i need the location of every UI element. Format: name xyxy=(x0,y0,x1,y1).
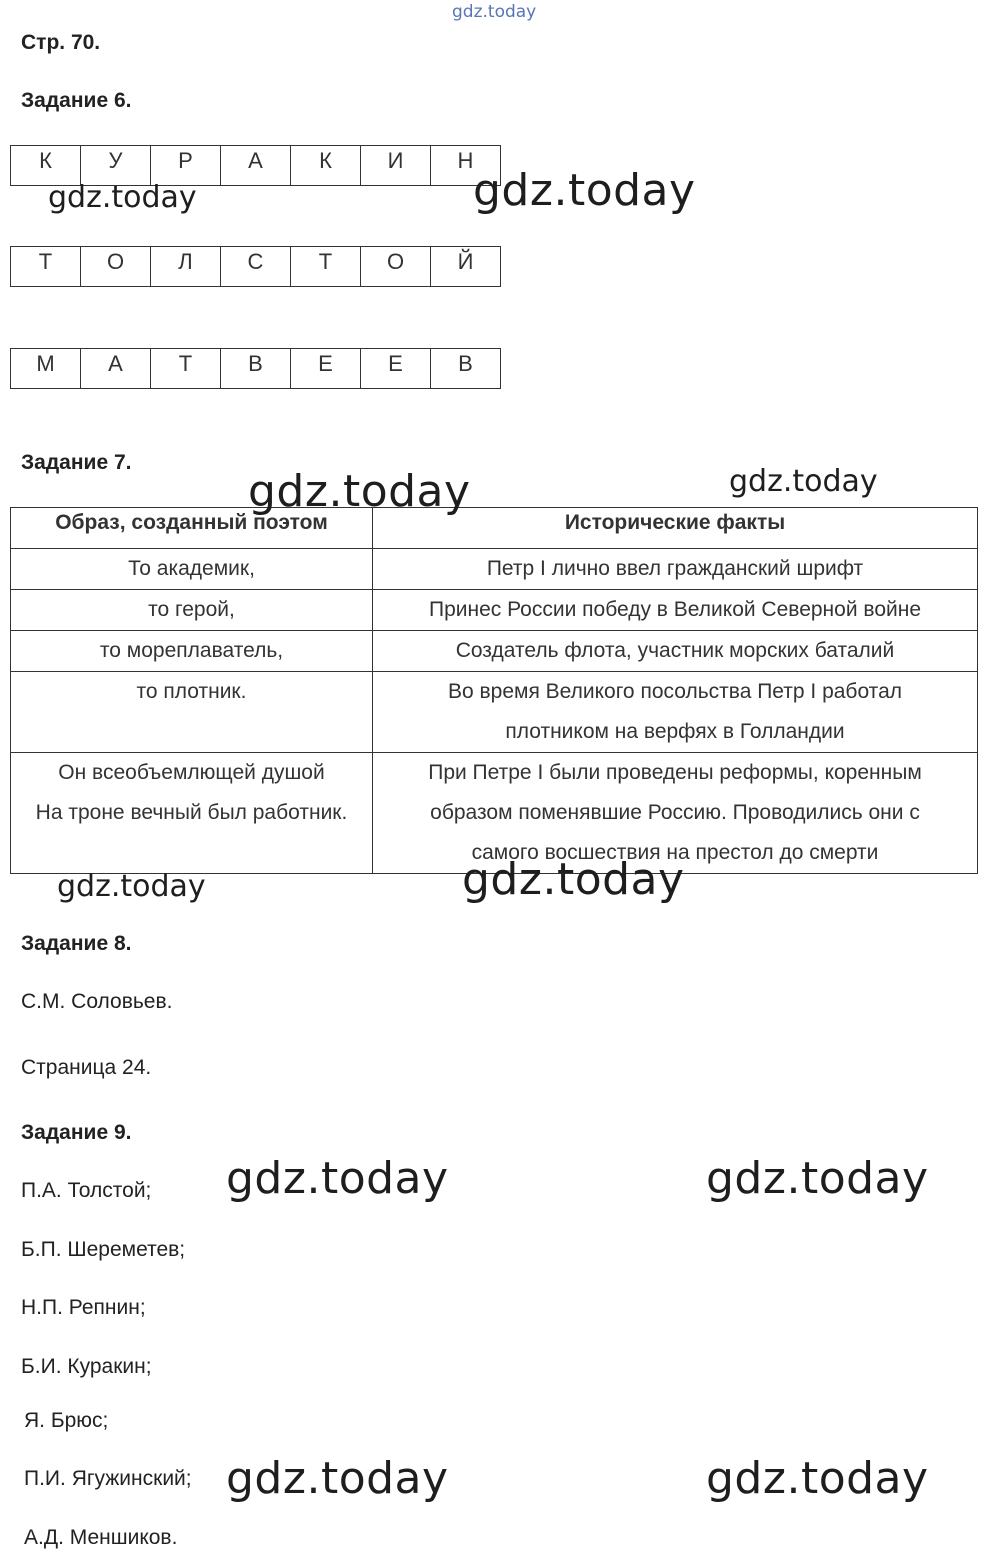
list-item: А.Д. Меншиков. xyxy=(24,1526,178,1549)
letter-cell: О xyxy=(361,247,431,287)
table-row xyxy=(11,753,978,874)
letter-cell: Е xyxy=(291,349,361,389)
letter-cell: Е xyxy=(361,349,431,389)
table-row xyxy=(11,590,978,631)
cell-line: то герой, xyxy=(148,598,235,621)
watermark: gdz.today xyxy=(57,869,206,904)
watermark: gdz.today xyxy=(473,165,696,216)
image-cell xyxy=(11,590,373,631)
letter-cell: А xyxy=(81,349,151,389)
watermark: gdz.today xyxy=(226,1453,449,1504)
fact-cell xyxy=(373,672,978,753)
cell-line: Он всеобъемлющей душой xyxy=(58,761,325,784)
letter-cell: В xyxy=(221,349,291,389)
list-item: П.И. Ягужинский; xyxy=(24,1467,192,1490)
task-7-title: Задание 7. xyxy=(21,451,132,474)
cell-line: то мореплаватель, xyxy=(99,639,284,662)
list-item: П.А. Толстой; xyxy=(21,1179,152,1202)
column-header-facts: Исторические факты xyxy=(373,508,978,549)
list-item: Б.И. Куракин; xyxy=(21,1355,152,1378)
letter-cell: Т xyxy=(151,349,221,389)
cell-line: Петр I лично ввел гражданский шрифт xyxy=(486,557,864,580)
letter-cell: М xyxy=(11,349,81,389)
list-item: Я. Брюс; xyxy=(24,1409,109,1432)
watermark: gdz.today xyxy=(452,2,537,22)
letter-cell: Т xyxy=(291,247,361,287)
image-cell xyxy=(11,672,373,753)
fact-cell xyxy=(373,549,978,590)
table-row xyxy=(11,549,978,590)
letter-grid-row-1 xyxy=(10,145,501,186)
letter-cell: И xyxy=(361,146,431,186)
cell-line: Создатель флота, участник морских баталий xyxy=(455,639,895,662)
image-cell xyxy=(11,753,373,874)
task-9-title: Задание 9. xyxy=(21,1121,132,1144)
cell-line: При Петре I были проведены реформы, коренным xyxy=(428,761,922,784)
image-cell xyxy=(11,549,373,590)
watermark: gdz.today xyxy=(48,180,197,215)
cell-line: плотником на верфях в Голландии xyxy=(505,720,845,743)
list-item: Б.П. Шереметев; xyxy=(21,1238,186,1261)
task-8-author: С.М. Соловьев. xyxy=(21,990,173,1013)
fact-cell xyxy=(373,753,978,874)
letter-cell: Л xyxy=(151,247,221,287)
cell-line: Во время Великого посольства Петр I работал xyxy=(447,680,902,703)
cell-line: На троне вечный был работник. xyxy=(35,801,348,824)
history-facts-table xyxy=(10,507,978,874)
cell-line: самого восшествия на престол до смерти xyxy=(471,841,879,864)
fact-cell xyxy=(373,631,978,672)
letter-cell: О xyxy=(81,247,151,287)
watermark: gdz.today xyxy=(248,466,471,517)
cell-line: образом поменявшие Россию. Проводились они с xyxy=(430,801,920,824)
watermark: gdz.today xyxy=(706,1153,929,1204)
task-8-title: Задание 8. xyxy=(21,932,132,955)
letter-cell: Й xyxy=(431,247,501,287)
watermark: gdz.today xyxy=(226,1153,449,1204)
cell-line: То академик, xyxy=(128,557,255,580)
letter-cell: Т xyxy=(11,247,81,287)
watermark: gdz.today xyxy=(706,1453,929,1504)
letter-cell: К xyxy=(291,146,361,186)
list-item: Н.П. Репнин; xyxy=(21,1296,146,1319)
task-6-title: Задание 6. xyxy=(21,89,132,112)
cell-line: то плотник. xyxy=(136,680,247,703)
letter-cell: К xyxy=(11,146,81,186)
watermark: gdz.today xyxy=(462,854,685,905)
table-row xyxy=(11,631,978,672)
image-cell xyxy=(11,631,373,672)
fact-cell xyxy=(373,590,978,631)
table-header-row xyxy=(11,508,978,549)
cell-line: Принес России победу в Великой Северной войне xyxy=(428,598,922,621)
watermark: gdz.today xyxy=(729,464,878,499)
table-row xyxy=(11,672,978,753)
letter-cell: Н xyxy=(431,146,501,186)
letter-cell: А xyxy=(221,146,291,186)
task-8-page: Страница 24. xyxy=(21,1056,152,1079)
letter-grid-row-3 xyxy=(10,348,501,389)
page-header: Стр. 70. xyxy=(21,31,101,54)
letter-cell: Р xyxy=(151,146,221,186)
letter-grid-row-2 xyxy=(10,246,501,287)
letter-cell: В xyxy=(431,349,501,389)
letter-cell: С xyxy=(221,247,291,287)
column-header-image: Образ, созданный поэтом xyxy=(11,508,373,549)
letter-cell: У xyxy=(81,146,151,186)
